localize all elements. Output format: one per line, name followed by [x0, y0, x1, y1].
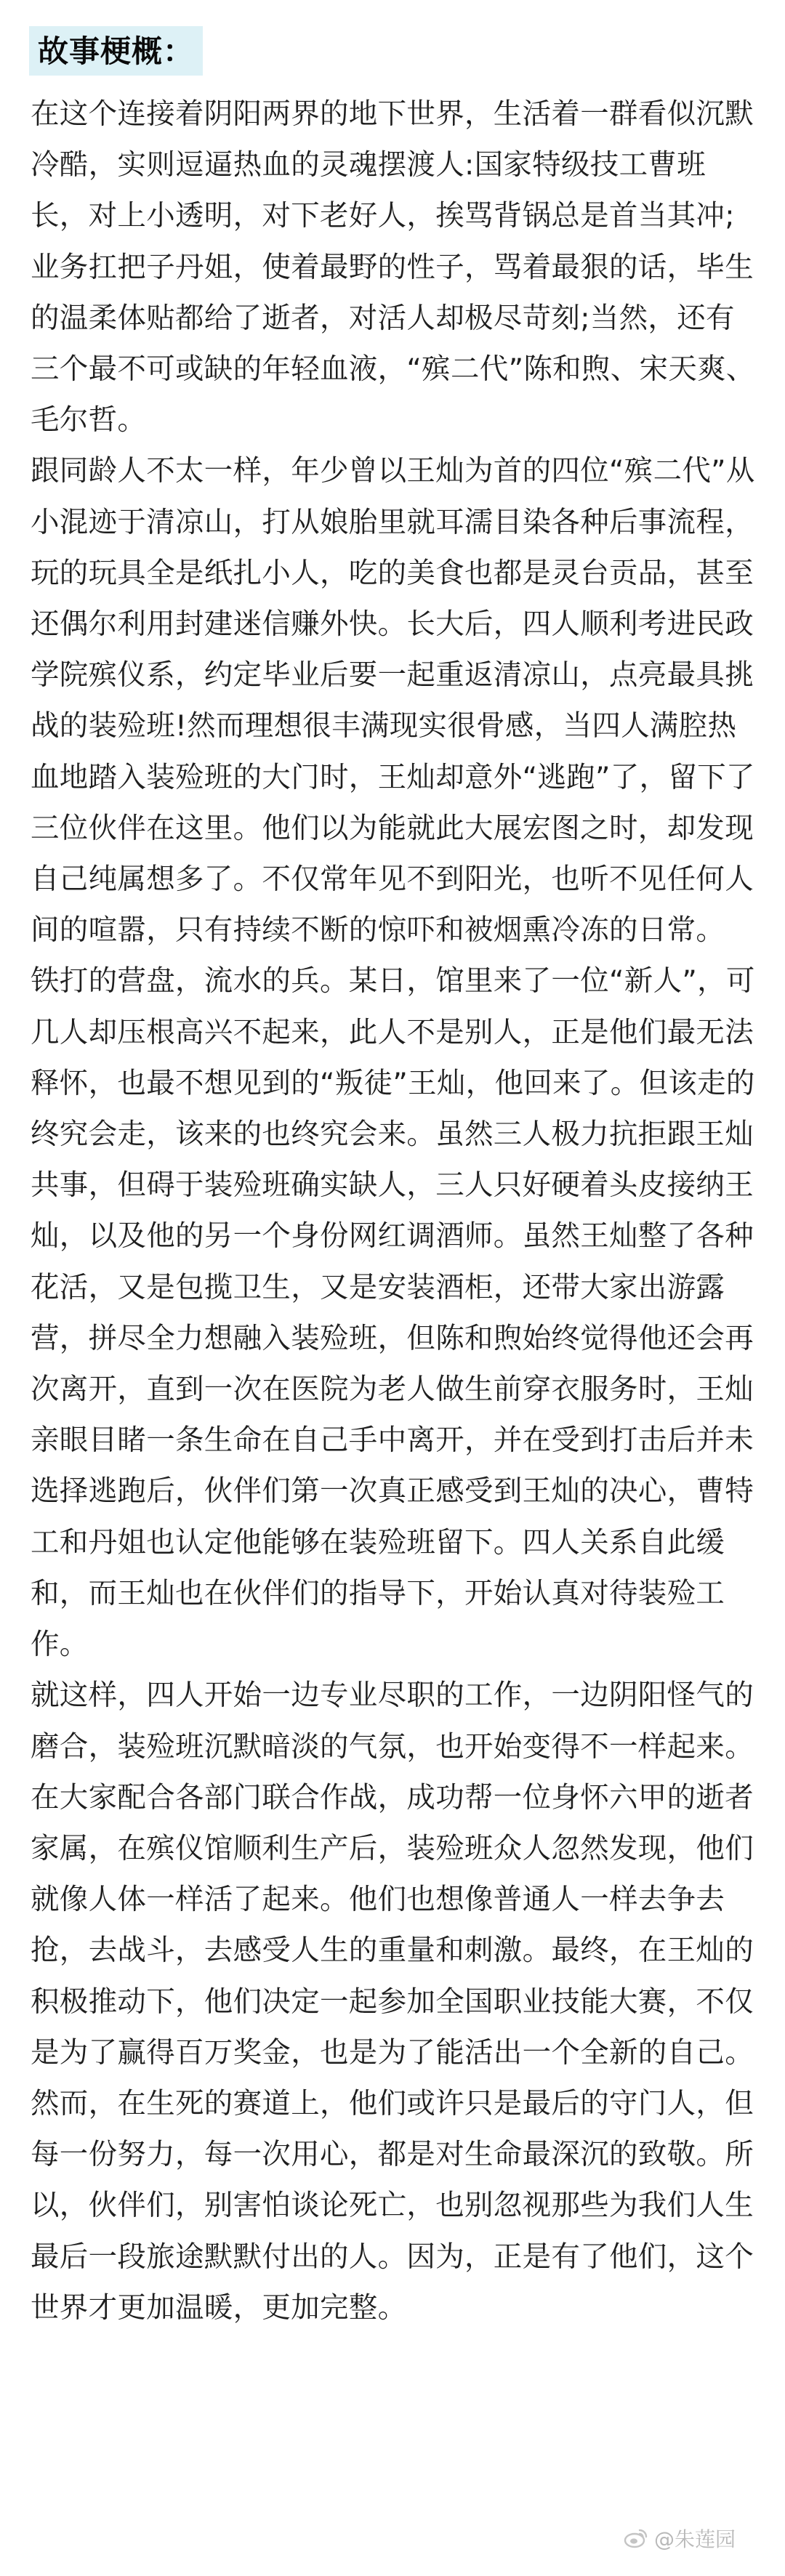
text-line: 玩的玩具全是纸扎小人，吃的美食也都是灵台贡品，甚至 — [31, 556, 754, 590]
body-text — [31, 89, 754, 2333]
text-line: 共事，但碍于装殓班确实缺人，三人只好硬着头皮接纳王 — [31, 1168, 754, 1203]
text-line: 终究会走，该来的也终究会来。虽然三人极力抗拒跟王灿 — [31, 1118, 754, 1152]
text-line: 几人却压根高兴不起来，此人不是别人，正是他们最无法 — [31, 1015, 754, 1049]
text-line: 以，伙伴们，别害怕谈论死亡，也别忽视那些为我们人生 — [31, 2189, 754, 2223]
text-line: 亲眼目睹一条生命在自己手中离开，并在受到打击后并未 — [31, 1424, 754, 1458]
text-line: 冷酷，实则逗逼热血的灵魂摆渡人:国家特级技工曹班 — [31, 148, 706, 182]
watermark — [624, 2524, 736, 2553]
text-line: 选择逃跑后，伙伴们第一次真正感受到王灿的决心，曹特 — [31, 1474, 754, 1509]
text-line: 世界才更加温暖，更加完整。 — [31, 2290, 407, 2325]
text-line: 小混迹于清凉山，打从娘胎里就耳濡目染各种后事流程， — [31, 505, 754, 539]
watermark-text: @朱莲园 — [653, 2527, 736, 2551]
text-line: 最后一段旅途默默付出的人。因为，正是有了他们，这个 — [31, 2240, 754, 2274]
title-highlight — [29, 26, 203, 76]
text-line: 长，对上小透明，对下老好人，挨骂背锅总是首当其冲; — [31, 199, 735, 233]
text-line: 次离开，直到一次在医院为老人做生前穿衣服务时，王灿 — [31, 1373, 754, 1407]
text-line: 是为了赢得百万奖金，也是为了能活出一个全新的自己。 — [31, 2035, 754, 2070]
text-line: 三位伙伴在这里。他们以为能就此大展宏图之时，却发现 — [31, 811, 754, 845]
text-line: 血地踏入装殓班的大门时，王灿却意外“逃跑”了，留下了 — [31, 760, 755, 794]
text-line: 三个最不可或缺的年轻血液，“殡二代”陈和煦、宋天爽、 — [31, 352, 755, 387]
text-line: 业务扛把子丹姐，使着最野的性子，骂着最狠的话，毕生 — [31, 250, 754, 284]
text-line: 和，而王灿也在伙伴们的指导下，开始认真对待装殓工 — [31, 1576, 725, 1610]
text-line: 铁打的营盘，流水的兵。某日，馆里来了一位“新人”，可 — [31, 964, 755, 998]
text-line: 积极推动下，他们决定一起参加全国职业技能大赛，不仅 — [31, 1985, 754, 2019]
paragraph — [31, 89, 754, 445]
text-line: 自己纯属想多了。不仅常年见不到阳光，也听不见任何人 — [31, 863, 754, 897]
text-line: 学院殡仪系，约定毕业后要一起重返清凉山，点亮最具挑 — [31, 658, 754, 693]
text-line: 的温柔体贴都给了逝者，对活人却极尽苛刻;当然，还有 — [31, 301, 735, 335]
text-line: 花活，又是包揽卫生，又是安装酒柜，还带大家出游露 — [31, 1270, 725, 1304]
text-line: 磨合，装殓班沉默暗淡的气氛，也开始变得不一样起来。 — [31, 1729, 754, 1764]
text-line: 释怀，也最不想见到的“叛徒”王灿，他回来了。但该走的 — [31, 1066, 755, 1100]
text-line: 营，拼尽全力想融入装殓班，但陈和煦始终觉得他还会再 — [31, 1321, 754, 1355]
text-line: 每一份努力，每一次用心，都是对生命最深沉的致敬。所 — [31, 2138, 754, 2172]
text-line: 还偶尔利用封建迷信赚外快。长大后，四人顺利考进民政 — [31, 607, 754, 642]
text-line: 战的装殓班!然而理想很丰满现实很骨感，当四人满腔热 — [31, 709, 737, 743]
text-line: 作。 — [31, 1628, 89, 1662]
paragraph — [31, 445, 754, 956]
text-line: 毛尔哲。 — [31, 403, 147, 437]
text-line: 然而，在生死的赛道上，他们或许只是最后的守门人，但 — [31, 2086, 754, 2120]
text-line: 就这样，四人开始一边专业尽职的工作，一边阴阳怪气的 — [31, 1679, 754, 1713]
weibo-icon — [624, 2528, 648, 2548]
page-title: 故事梗概： — [38, 33, 195, 69]
paragraph — [31, 956, 754, 1670]
text-line: 在大家配合各部门联合作战，成功帮一位身怀六甲的逝者 — [31, 1780, 754, 1814]
text-line: 间的喧嚣，只有持续不断的惊吓和被烟熏冷冻的日常。 — [31, 913, 725, 948]
paragraph — [31, 1670, 754, 2333]
text-line: 就像人体一样活了起来。他们也想像普通人一样去争去 — [31, 1883, 725, 1917]
text-line: 抢，去战斗，去感受人生的重量和刺激。最终，在王灿的 — [31, 1934, 754, 1968]
text-line: 家属，在殡仪馆顺利生产后，装殓班众人忽然发现，他们 — [31, 1831, 754, 1865]
text-line: 在这个连接着阴阳两界的地下世界，生活着一群看似沉默 — [31, 97, 754, 131]
text-line: 灿，以及他的另一个身份网红调酒师。虽然王灿整了各种 — [31, 1219, 754, 1253]
text-line: 工和丹姐也认定他能够在装殓班留下。四人关系自此缓 — [31, 1525, 725, 1559]
text-line: 跟同龄人不太一样，年少曾以王灿为首的四位“殡二代”从 — [31, 454, 755, 488]
